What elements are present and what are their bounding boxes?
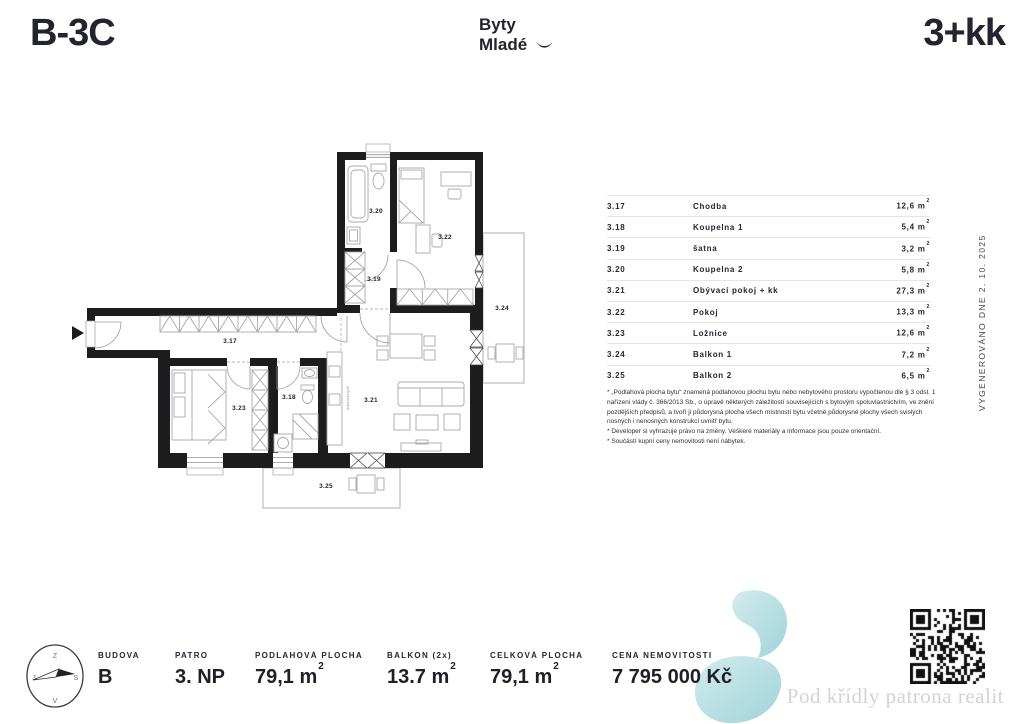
room-furniture xyxy=(397,168,473,305)
brand-logo xyxy=(479,15,527,54)
room-area: 6,5 $m^2$ xyxy=(901,367,930,381)
table-row xyxy=(607,280,930,301)
room-code: 3.18 xyxy=(607,222,626,232)
room-code: 3.19 xyxy=(607,243,626,253)
room-code: 3.23 xyxy=(607,328,626,338)
room-name: šatna xyxy=(693,243,718,253)
footnotes xyxy=(607,388,938,447)
footer-item xyxy=(255,651,363,689)
room-code: 3.21 xyxy=(607,286,626,296)
room-area: 3,2 $m^2$ xyxy=(901,240,930,254)
hall-wardrobe xyxy=(160,316,316,332)
floor-plan xyxy=(60,140,540,520)
room-name: Pokoj xyxy=(693,307,719,317)
table-row xyxy=(607,216,930,237)
disposition-label: 3+kk xyxy=(923,12,1005,54)
footer-item xyxy=(612,651,732,689)
svg-text:S: S xyxy=(73,675,79,682)
footer-item xyxy=(98,651,140,689)
footer-item xyxy=(175,651,225,689)
table-row xyxy=(607,343,930,364)
footer-item-value: 79,1 $m^2$ xyxy=(255,661,324,688)
watermark-text: Pod křídly patrona realit xyxy=(786,684,1004,708)
plan-room-label: 3.23 xyxy=(232,405,246,412)
footer-item-label: BALKON (2x) xyxy=(387,651,452,660)
room-code: 3.22 xyxy=(607,307,626,317)
plan-room-label: 3.24 xyxy=(495,305,509,312)
room-name: Balkon 1 xyxy=(693,349,732,359)
svg-text:V: V xyxy=(52,698,58,705)
room-area: 12,6 $m^2$ xyxy=(896,325,930,339)
room-area: 5,8 $m^2$ xyxy=(901,261,930,275)
footnote: * „Podlahová plocha bytu“ znamená podlahovou plochu bytu nebo nebytového prostoru vypočtenou dle § 3 odst. 1 nařízení vlády č. 366/2013 Sb., o úpravě některých záležitostí souvisejících s bytovým spoluvlastnictvím, ve znění pozdějších předpisů, a tvoří ji půdorysná plocha všech místností bytu včetně půdorysné plochy všech svislých nosných i nenosných konstrukcí uvnitř bytu. xyxy=(607,389,936,426)
svg-text:Z: Z xyxy=(52,653,58,660)
footer-item-label: CELKOVÁ PLOCHA xyxy=(490,651,584,660)
svg-text:J: J xyxy=(32,675,36,682)
plan-room-label: 3.20 xyxy=(369,208,383,215)
footer-item-value: 13.7 $m^2$ xyxy=(387,661,456,688)
plan-room-label: 3.21 xyxy=(364,397,378,404)
plan-room-label: 3.18 xyxy=(282,394,296,401)
plan-room-label: 3.19 xyxy=(367,276,381,283)
kitchen-counter-label: linka kuchyně xyxy=(345,385,350,411)
room-name: Koupelna 1 xyxy=(693,222,744,232)
room-area: 5,4 $m^2$ xyxy=(901,219,930,233)
room-name: Balkon 2 xyxy=(693,371,732,381)
room-table xyxy=(607,195,930,386)
generated-date-note: VYGENEROVÁNO DNE 2. 10. 2025 xyxy=(977,234,987,411)
closet-furniture xyxy=(345,252,365,303)
french-door-icons xyxy=(350,255,483,468)
room-name: Obývací pokoj + kk xyxy=(693,286,779,296)
footer-item-label: BUDOVA xyxy=(98,651,140,660)
footer-item xyxy=(387,651,456,689)
footer-item-value: 3. NP xyxy=(175,666,226,688)
brand-line1: Byty xyxy=(479,15,516,34)
brand-line2: Mladé xyxy=(479,34,528,54)
unit-code: B-3C xyxy=(30,12,115,54)
room-code: 3.17 xyxy=(607,201,626,211)
room-area: 12,6 $m^2$ xyxy=(896,198,930,211)
plan-room-label: 3.25 xyxy=(319,483,333,490)
room-code: 3.20 xyxy=(607,265,626,275)
footer-item-value: 7 795 000 Kč xyxy=(612,666,733,688)
table-row xyxy=(607,195,930,216)
footnote: * Součástí kupní ceny nemovitosti není nábytek. xyxy=(607,437,746,445)
footnote: * Developer si vyhrazuje právo na změny. Veškeré materiály a informace jsou pouze orientační. xyxy=(607,428,882,435)
footer-item-label: CENA NEMOVITOSTI xyxy=(612,651,713,660)
room-name: Koupelna 2 xyxy=(693,265,744,275)
table-row xyxy=(607,322,930,343)
room-area: 7,2 $m^2$ xyxy=(901,346,930,360)
room-name: Ložnice xyxy=(693,328,728,338)
footer-item-value: 79,1 $m^2$ xyxy=(490,661,559,688)
footer-item-label: PATRO xyxy=(175,651,209,660)
bathroom2-fixtures xyxy=(347,164,386,244)
footer-item-value: B xyxy=(98,666,113,688)
footer-item-label: PODLAHOVÁ PLOCHA xyxy=(255,651,363,660)
table-row xyxy=(607,301,930,322)
table-row xyxy=(607,237,930,258)
room-name: Chodba xyxy=(693,201,727,211)
room-code: 3.25 xyxy=(607,371,626,381)
plan-room-label: 3.22 xyxy=(438,234,452,241)
footer-item xyxy=(490,651,583,689)
room-area: 13,3 $m^2$ xyxy=(896,304,930,317)
table-row xyxy=(607,365,930,386)
table-row xyxy=(607,259,930,280)
brand-swoosh-icon xyxy=(536,41,553,51)
room-area: 27,3 $m^2$ xyxy=(896,283,930,296)
plan-room-label: 3.17 xyxy=(223,338,237,345)
room-code: 3.24 xyxy=(607,349,626,359)
entry-arrow-icon xyxy=(72,326,84,340)
